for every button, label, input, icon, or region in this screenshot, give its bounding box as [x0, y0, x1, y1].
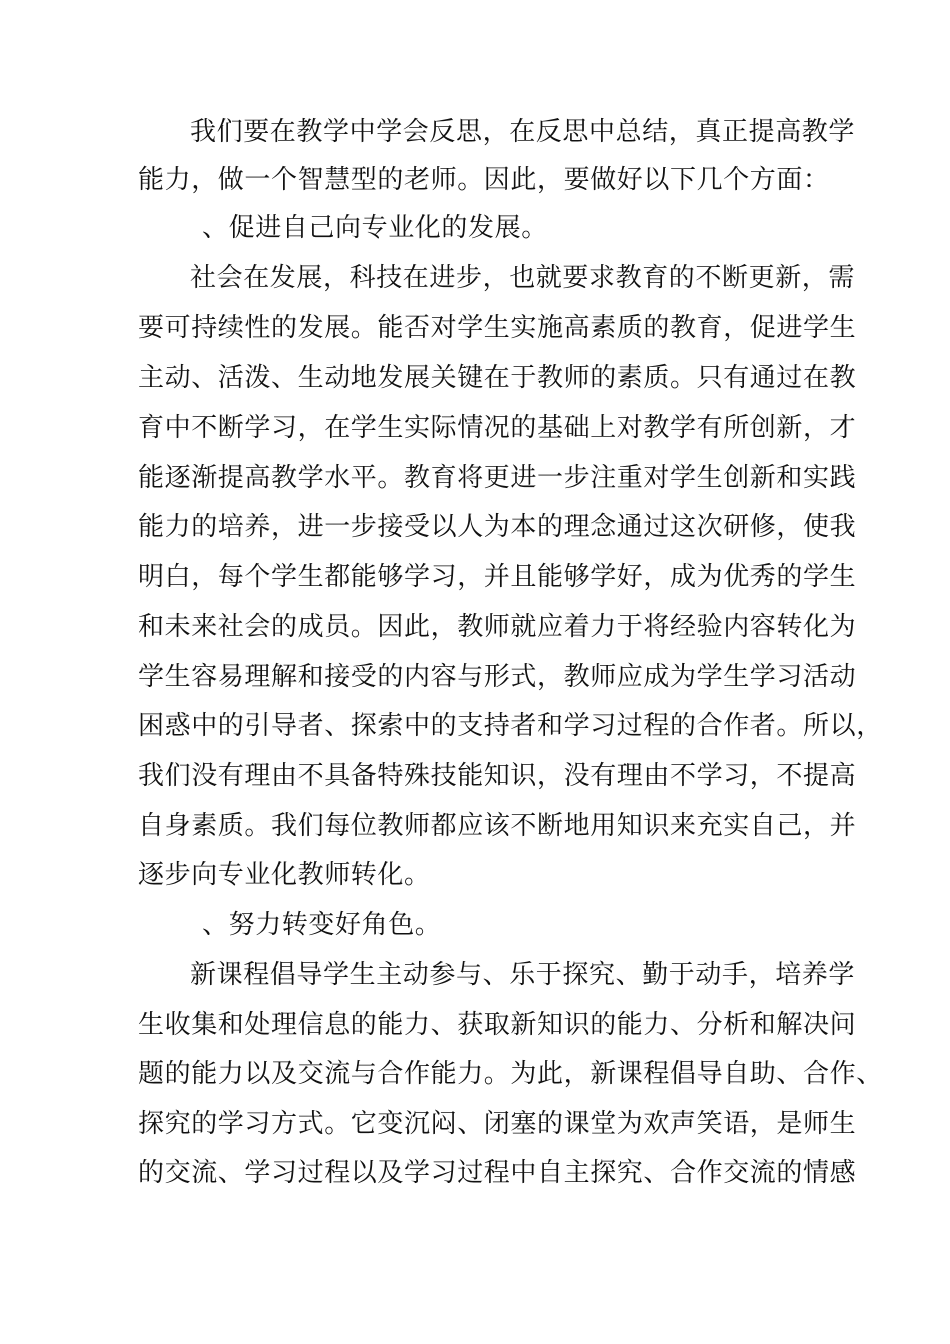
paragraph-line: 育中不断学习，在学生实际情况的基础上对教学有所创新，才 — [138, 413, 857, 443]
paragraph-line: 题的能力以及交流与合作能力。为此，新课程倡导自助、合作、 — [138, 1059, 883, 1089]
paragraph-line: 能力的培养，进一步接受以人为本的理念通过这次研修，使我 — [138, 512, 857, 542]
paragraph-line: 的交流、学习过程以及学习过程中自主探究、合作交流的情感 — [138, 1158, 857, 1188]
paragraph-line: 新课程倡导学生主动参与、乐于探究、勤于动手，培养学 — [190, 960, 856, 990]
paragraph-line: 明白，每个学生都能够学习，并且能够学好，成为优秀的学生 — [138, 562, 857, 592]
section-heading: 、促进自己向专业化的发展。 — [202, 213, 548, 243]
paragraph-line: 能逐渐提高教学水平。教育将更进一步注重对学生创新和实践 — [138, 463, 857, 493]
paragraph-line: 要可持续性的发展。能否对学生实施高素质的教育，促进学生 — [138, 313, 857, 343]
paragraph-line: 自身素质。我们每位教师都应该不断地用知识来充实自己，并 — [138, 811, 857, 841]
paragraph-line: 和未来社会的成员。因此，教师就应着力于将经验内容转化为 — [138, 612, 857, 642]
section-heading: 、努力转变好角色。 — [202, 910, 442, 940]
paragraph-line: 困惑中的引导者、探索中的支持者和学习过程的合作者。所以， — [138, 711, 883, 741]
paragraph-line: 探究的学习方式。它变沉闷、闭塞的课堂为欢声笑语，是师生 — [138, 1109, 857, 1139]
paragraph-line: 主动、活泼、生动地发展关键在于教师的素质。只有通过在教 — [138, 363, 857, 393]
paragraph-line: 社会在发展，科技在进步，也就要求教育的不断更新，需 — [190, 263, 856, 293]
paragraph-line: 生收集和处理信息的能力、获取新知识的能力、分析和解决问 — [138, 1010, 857, 1040]
paragraph-line: 逐步向专业化教师转化。 — [138, 860, 431, 890]
paragraph-line: 我们没有理由不具备特殊技能知识，没有理由不学习，不提高 — [138, 761, 857, 791]
paragraph-line: 学生容易理解和接受的内容与形式，教师应成为学生学习活动 — [138, 662, 857, 692]
paragraph-line: 我们要在教学中学会反思，在反思中总结，真正提高教学 — [190, 117, 856, 147]
paragraph-line: 能力，做一个智慧型的老师。因此，要做好以下几个方面： — [138, 165, 830, 195]
